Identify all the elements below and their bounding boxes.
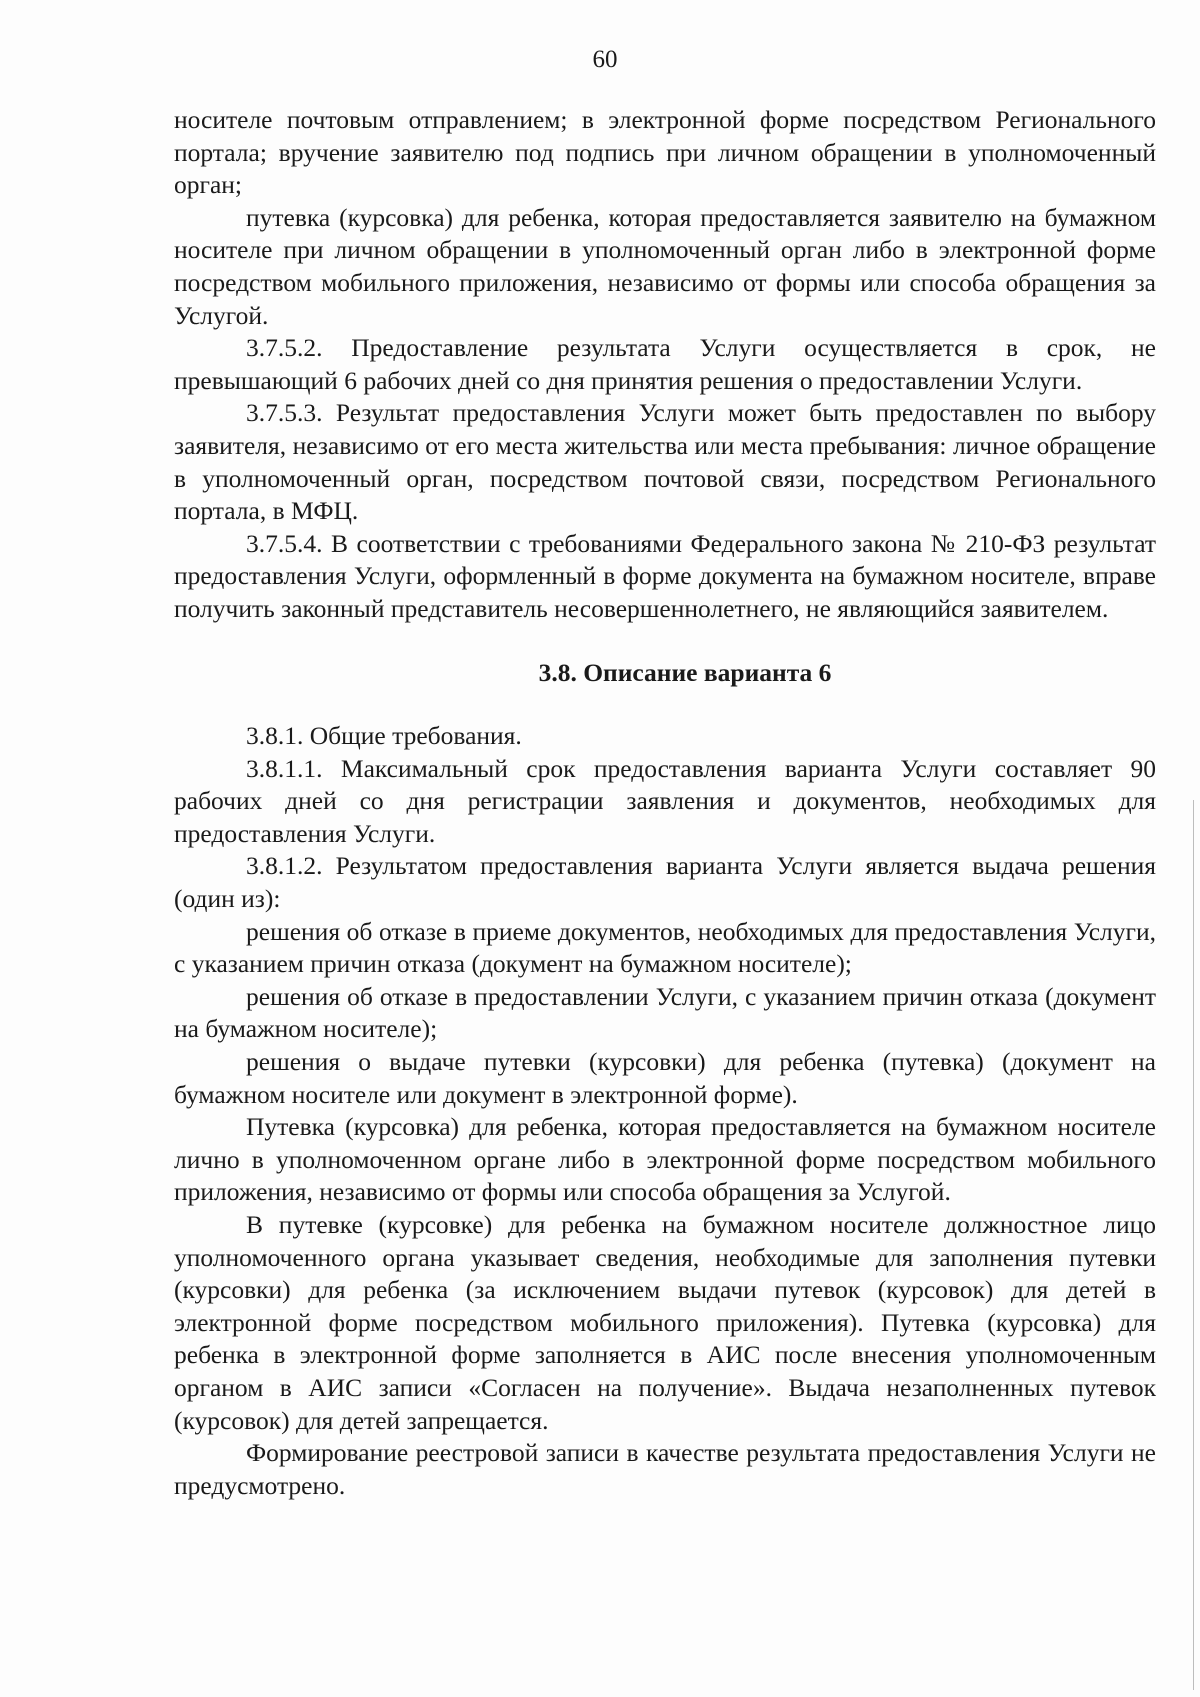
document-body [174, 104, 1156, 1502]
page-number: 60 [592, 46, 618, 73]
section-3-7-text [174, 104, 1156, 626]
scan-edge-line [1193, 800, 1194, 1690]
paragraph: 3.8.1.2. Результатом предоставления варианта Услуги является выдача решения (один из): [174, 851, 1156, 914]
paragraph: В путевке (курсовке) для ребенка на бумажном носителе должностное лицо уполномоченного органа указывает сведения, необходимые для заполнения путевки (курсовки) для ребенка (за исключением выдачи путевок (курсовок) для детей в электронной форме посредством мобильного приложения). Путевка (курсовка) для ребенка в электронной форме заполняется в АИС после внесения уполномоченным органом в АИС записи «Согласен на получение». Выдача незаполненных путевок (курсовок) для детей запрещается. [174, 1210, 1156, 1435]
paragraph: носителе почтовым отправлением; в электронной форме посредством Регионального портала; вручение заявителю под подпись при личном обращении в уполномоченный орган; [174, 105, 1156, 200]
paragraph: 3.7.5.2. Предоставление результата Услуги осуществляется в срок, не превышающий 6 рабочих дней со дня принятия решения о предоставлении Услуги. [174, 333, 1156, 395]
paragraph: решения о выдаче путевки (курсовки) для ребенка (путевка) (документ на бумажном носителе или документ в электронной форме). [174, 1047, 1156, 1109]
paragraph: 3.8.1.1. Максимальный срок предоставления варианта Услуги составляет 90 рабочих дней со дня регистрации заявления и документов, необходимых для предоставления Услуги. [174, 753, 1156, 848]
paragraph: 3.7.5.3. Результат предоставления Услуги может быть предоставлен по выбору заявителя, независимо от его места жительства или места пребывания: личное обращение в уполномоченный орган, посредством почтовой связи, посредством Регионального портала, в МФЦ. [174, 398, 1156, 526]
paragraph: путевка (курсовка) для ребенка, которая предоставляется заявителю на бумажном носителе при личном обращении в уполномоченный орган либо в электронной форме посредством мобильного приложения, независимо от формы или способа обращения за Услугой. [174, 202, 1156, 330]
paragraph: 3.7.5.4. В соответствии с требованиями Федерального закона № 210-ФЗ результат предоставления Услуги, оформленный в форме документа на бумажном носителе, вправе получить законный представитель несовершеннолетнего, не являющийся заявителем. [174, 528, 1156, 623]
paragraph: решения об отказе в приеме документов, необходимых для предоставления Услуги, с указанием причин отказа (документ на бумажном носителе); [174, 916, 1156, 979]
paragraph: Формирование реестровой записи в качестве результата предоставления Услуги не предусмотрено. [174, 1438, 1156, 1500]
paragraph: решения об отказе в предоставлении Услуги, с указанием причин отказа (документ на бумажном носителе); [174, 981, 1156, 1044]
section-3-8-text [174, 720, 1156, 1502]
section-heading: 3.8. Описание варианта 6 [538, 657, 832, 687]
paragraph: 3.8.1. Общие требования. [246, 721, 522, 751]
paragraph: Путевка (курсовка) для ребенка, которая предоставляется на бумажном носителе лично в уполномоченном органе либо в электронной форме посредством мобильного приложения, независимо от формы или способа обращения за Услугой. [174, 1112, 1156, 1207]
